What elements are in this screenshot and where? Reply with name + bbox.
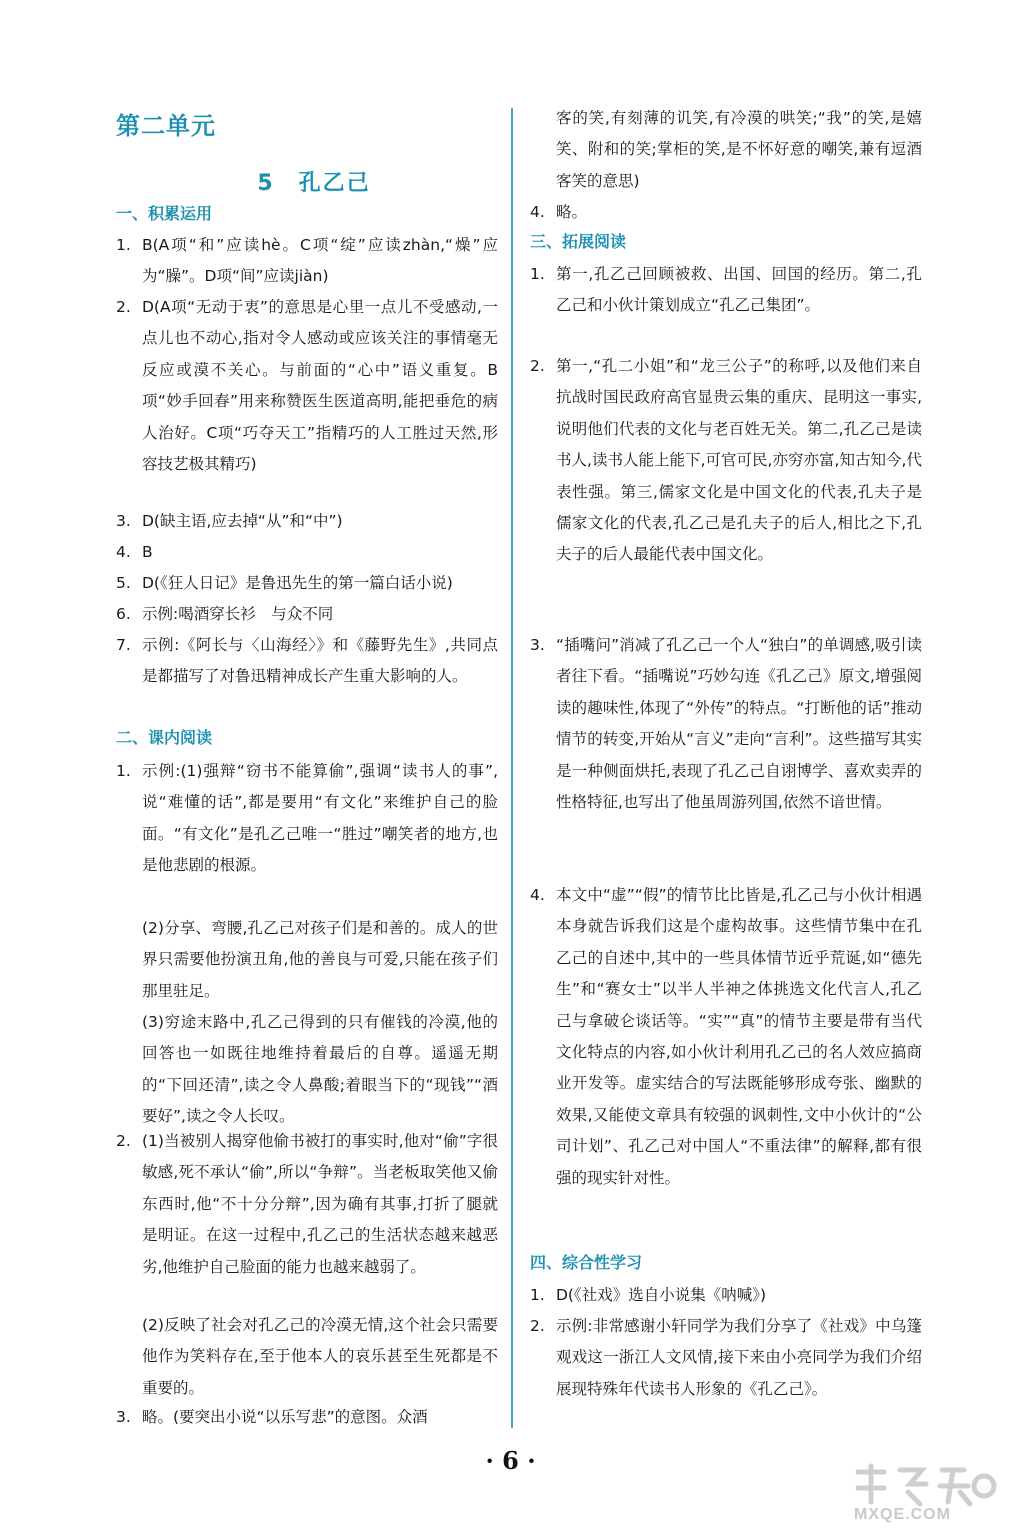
- list-item: [530, 880, 922, 1194]
- list-item: [530, 197, 922, 228]
- item-number: 1.: [116, 236, 131, 254]
- item-number: 3.: [116, 512, 131, 530]
- item-text: 示例:《阿长与〈山海经〉》和《藤野先生》,共同点是都描写了对鲁迅精神成长产生重大影响的人。: [142, 636, 498, 686]
- item-number: 2.: [116, 298, 131, 316]
- list-item: [530, 1311, 922, 1405]
- item-number: 4.: [116, 543, 131, 561]
- item-text: 略。(要突出小说“以乐写悲”的意图。众酒: [142, 1408, 428, 1426]
- item-number: 1.: [530, 265, 545, 283]
- item-text: 示例:喝酒穿长衫 与众不同: [142, 605, 334, 623]
- item-text: (2)分享、弯腰,孔乙己对孩子们是和善的。成人的世界只需要他扮演丑角,他的善良与可爱,只能在孩子们那里驻足。: [142, 919, 498, 1000]
- page-number: · 6 ·: [485, 1446, 536, 1475]
- list-item: [530, 630, 922, 818]
- item-text: (2)反映了社会对孔乙己的冷漠无情,这个社会只需要他作为笑料存在,至于他本人的哀乐甚至生死都是不重要的。: [142, 1316, 498, 1397]
- item-number: 2.: [530, 1317, 545, 1335]
- list-item: [116, 756, 498, 882]
- item-number: 5.: [116, 574, 131, 592]
- item-text: (1)当被别人揭穿他偷书被打的事实时,他对“偷”字很敏感,死不承认“偷”,所以“争辩”。当老板取笑他又偷东西时,他“不十分分辩”,因为确有其事,打折了腿就是明证。在这一过程中,孔乙己的生活状态越来越恶劣,他维护自己脸面的能力也越来越弱了。: [142, 1132, 498, 1276]
- list-item: [530, 103, 922, 197]
- item-text: 示例:(1)强辩“窃书不能算偷”,强调“读书人的事”,说“难懂的话”,都是要用“有文化”来维护自己的脸面。“有文化”是孔乙己唯一“胜过”嘲笑者的地方,也是他悲剧的根源。: [142, 762, 498, 875]
- item-number: 4.: [530, 203, 545, 221]
- item-text: 客的笑,有刻薄的讥笑,有冷漠的哄笑;“我”的笑,是嬉笑、附和的笑;掌柜的笑,是不怀好意的嘲笑,兼有逗酒客笑的意思): [556, 109, 922, 190]
- list-item: [116, 599, 498, 630]
- item-number: 3.: [116, 1408, 131, 1426]
- list-item: [530, 259, 922, 322]
- section-heading: 二、课内阅读: [116, 728, 213, 747]
- item-text: 略。: [556, 203, 588, 221]
- item-number: 7.: [116, 636, 131, 654]
- item-number: 6.: [116, 605, 131, 623]
- list-item: [116, 230, 498, 293]
- list-item: [116, 506, 498, 537]
- item-text: D(《狂人日记》是鲁迅先生的第一篇白话小说): [142, 574, 453, 592]
- item-text: 第一,孔乙己回顾被救、出国、回国的经历。第二,孔乙己和小伙计策划成立“孔乙己集团”。: [556, 265, 922, 315]
- item-number: 2.: [530, 357, 545, 375]
- list-item: [116, 292, 498, 480]
- section-heading: 四、综合性学习: [530, 1253, 643, 1272]
- list-item: [116, 537, 498, 568]
- item-number: 4.: [530, 886, 545, 904]
- section-heading: 一、积累运用: [116, 204, 213, 223]
- list-item: [116, 1126, 498, 1283]
- list-item: [116, 1310, 498, 1404]
- item-number: 2.: [116, 1132, 131, 1150]
- item-text: 示例:非常感谢小轩同学为我们分享了《社戏》中乌篷观戏这一浙江人文风情,接下来由小亮同学为我们介绍展现特殊年代读书人形象的《孔乙己》。: [556, 1317, 922, 1398]
- item-text: D(《社戏》选自小说集《呐喊》): [556, 1286, 767, 1304]
- item-text: (3)穷途末路中,孔乙己得到的只有催钱的冷漠,他的回答也一如既往地维持着最后的自尊。遥遥无期的“下回还清”,读之令人鼻酸;着眼当下的“现钱”“酒要好”,读之令人长叹。: [142, 1013, 498, 1126]
- watermark: [848, 1462, 998, 1528]
- list-item: [116, 630, 498, 693]
- item-text: 第一,“孔二小姐”和“龙三公子”的称呼,以及他们来自抗战时国民政府高官显贵云集的重庆、昆明这一事实,说明他们代表的文化与老百姓无关。第二,孔乙己是读书人,读书人能上能下,可官可民,亦穷亦富,知古知今,代表性强。第三,儒家文化是中国文化的代表,孔夫子是儒家文化的代表,孔乙己是孔夫子的后人,相比之下,孔夫子的后人最能代表中国文化。: [556, 357, 922, 564]
- unit-title: 第二单元: [116, 112, 216, 140]
- item-number: 1.: [530, 1286, 545, 1304]
- item-text: D(A项“无动于衷”的意思是心里一点儿不受感动,一点儿也不动心,指对令人感动或应该关注的事情毫无反应或漠不关心。与前面的“心中”语义重复。B项“妙手回春”用来称赞医生医道高明,能把垂危的病人治好。C项“巧夺天工”指精巧的人工胜过天然,形容技艺极其精巧): [142, 298, 498, 474]
- item-number: 1.: [116, 762, 131, 780]
- column-divider: [511, 108, 513, 1428]
- list-item: [116, 1007, 498, 1133]
- section-heading: 三、拓展阅读: [530, 232, 627, 251]
- item-text: D(缺主语,应去掉“从”和“中”): [142, 512, 343, 530]
- watermark-logo-icon: [848, 1462, 998, 1508]
- list-item: [116, 568, 498, 599]
- item-text: “插嘴问”消减了孔乙己一个人“独白”的单调感,吸引读者往下看。“插嘴说”巧妙勾连《孔乙己》原文,增强阅读的趣味性,体现了“外传”的特点。“打断他的话”推动情节的转变,开始从“言义”走向“言利”。这些描写其实是一种侧面烘托,表现了孔乙己自诩博学、喜欢卖弄的性格特征,也写出了他虽周游列国,依然不谙世情。: [556, 636, 922, 812]
- item-text: B(A项“和”应读hè。C项“绽”应读zhàn,“燥”应为“臊”。D项“间”应读jiàn): [142, 236, 498, 286]
- item-number: 3.: [530, 636, 545, 654]
- list-item: [116, 1402, 498, 1433]
- item-text: B: [142, 543, 153, 561]
- list-item: [116, 913, 498, 1007]
- watermark-text: MXQE.COM: [854, 1506, 951, 1523]
- item-text: 本文中“虚”“假”的情节比比皆是,孔乙己与小伙计相遇本身就告诉我们这是个虚构故事。这些情节集中在孔乙己的自述中,其中的一些具体情节近乎荒诞,如“德先生”和“赛女士”以半人半神之体挑选文化代言人,孔乙己与拿破仑谈话等。“实”“真”的情节主要是带有当代文化特点的内容,如小伙计利用孔乙己的名人效应搞商业开发等。虚实结合的写法既能够形成夸张、幽默的效果,又能使文章具有较强的讽刺性,文中小伙计的“公司计划”、孔乙己对中国人“不重法律”的解释,都有很强的现实针对性。: [556, 886, 922, 1187]
- lesson-title: 5 孔乙己: [257, 171, 371, 196]
- list-item: [530, 351, 922, 571]
- list-item: [530, 1280, 922, 1311]
